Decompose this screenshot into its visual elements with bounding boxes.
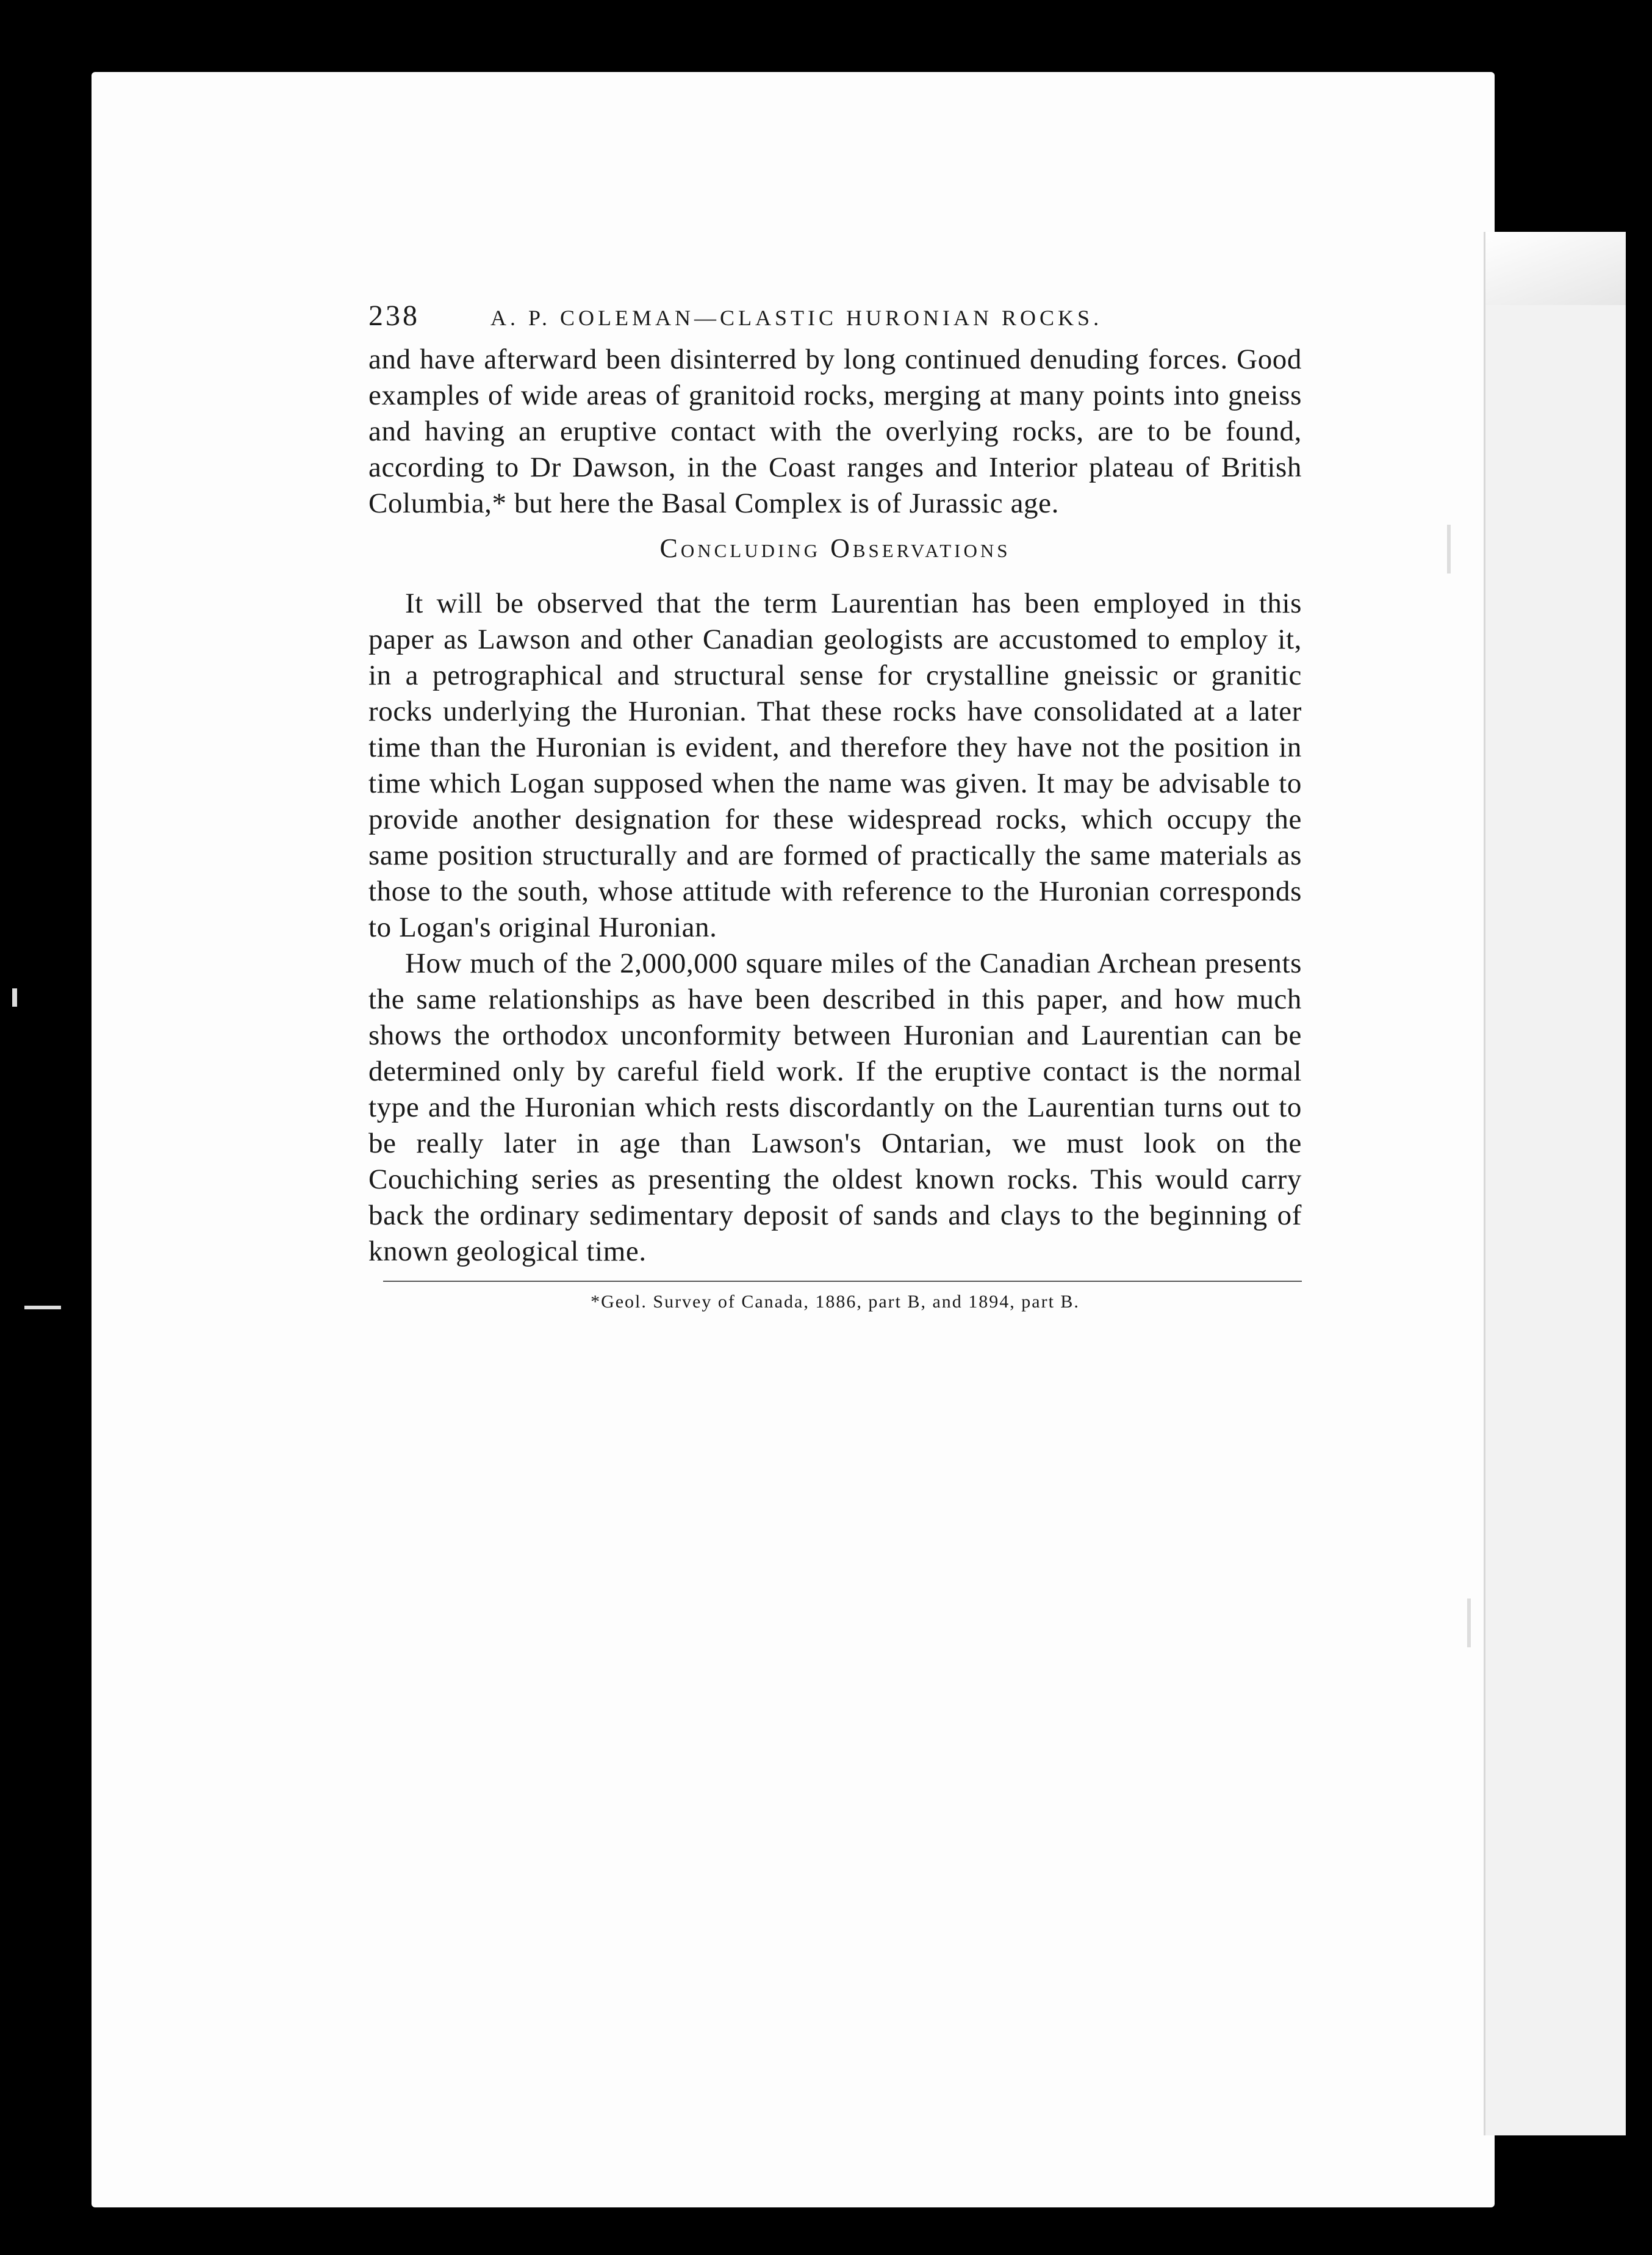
scan-mark (1467, 1599, 1471, 1647)
adjacent-page-edge (1484, 232, 1626, 2135)
page-fold (1485, 232, 1626, 305)
page-text-block (368, 299, 1302, 1312)
scan-mark (1447, 525, 1451, 574)
footnote: *Geol. Survey of Canada, 1886, part B, and 1894, part B. (591, 1292, 1080, 1312)
body-paragraph-1: It will be observed that the term Laurentian has been employed in this paper as Lawson and other Canadian geologists are accustomed to employ it, in a petrographical and structural sense for crystalline gneissic or granitic rocks underlying the Huronian. That these rocks have consolidated at a later time than the Huronian is evident, and therefore they have not the position in time which Logan supposed when the name was given. It may be advisable to provide another designation for these widespread rocks, which occupy the same position structurally and are formed of practically the same materials as those to the south, whose attitude with reference to the Huronian corresponds to Logan's original Huronian. (368, 588, 1302, 943)
footnote-rule (383, 1281, 1302, 1282)
scan-mark (24, 1306, 61, 1309)
running-header (368, 299, 1302, 342)
section-heading: Concluding Observations (659, 533, 1011, 563)
running-title: A. P. COLEMAN—CLASTIC HURONIAN ROCKS. (490, 306, 1103, 330)
opening-paragraph: and have afterward been disinterred by long continued denuding forces. Good examples of wide areas of granitoid rocks, merging at many points into gneiss and having an eruptive contact with the overlying rocks, are to be found, according to Dr Dawson, in the Coast ranges and Interior plateau of British Columbia,* but here the Basal Complex is of Jurassic age. (368, 343, 1302, 519)
page-number: 238 (368, 300, 420, 332)
scan-mark (12, 988, 17, 1007)
body-paragraph-2: How much of the 2,000,000 square miles of the Canadian Archean presents the same relationships as have been described in this paper, and how much shows the orthodox unconformity between Huronian and Laurentian can be determined only by careful field work. If the eruptive contact is the normal type and the Huronian which rests discordantly on the Laurentian turns out to be really later in age than Lawson's Ontarian, we must look on the Couchiching series as presenting the oldest known rocks. This would carry back the ordinary sedimentary deposit of sands and clays to the beginning of known geological time. (368, 948, 1302, 1267)
